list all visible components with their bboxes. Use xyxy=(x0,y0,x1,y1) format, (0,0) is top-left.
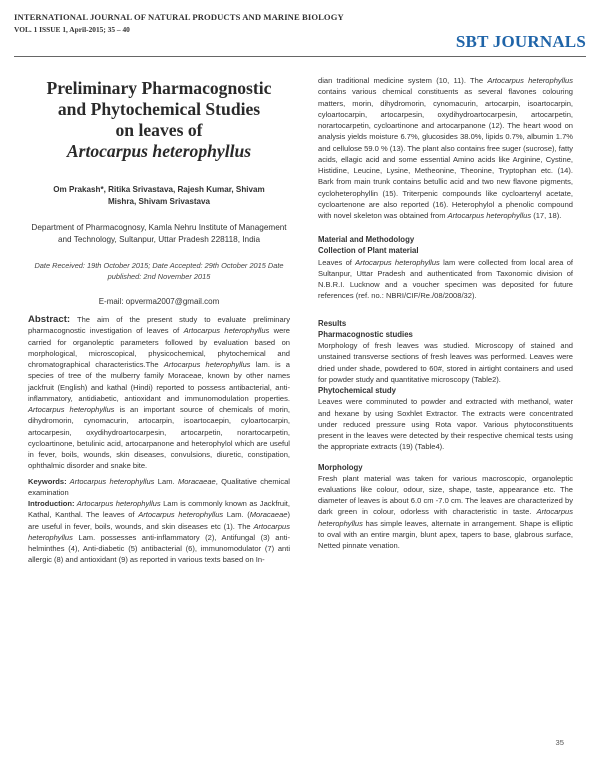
intro-text-1: Lam is commonly known as Jackfruit, Kathal, Kanthal. The leaves of xyxy=(28,499,290,520)
keywords-heading: Keywords: xyxy=(28,476,67,486)
journal-name: INTERNATIONAL JOURNAL OF NATURAL PRODUCTS AND MARINE BIOLOGY xyxy=(14,12,344,22)
abstract-species-3: Artocarpus heterophyllus xyxy=(28,405,115,414)
phytochemical-text: Leaves were comminuted to powder and extracted with methanol, water and hexane by using Soxhlet Extractor. The extracts were concentrated under reduced pressure using Rota vapor. Various phytoconstituents present in the leaves were detected by their respective chemical tests using the appropriate extracts (19) (Table4). xyxy=(318,397,573,452)
cont-species-1: Artocarpus heterophyllus xyxy=(487,76,574,85)
keywords-family: Moracaeae xyxy=(177,476,216,486)
page-number: 35 xyxy=(555,738,564,747)
abstract-species-2: Artocarpus heterophyllus xyxy=(163,360,251,369)
collection-text-1: Leaves of xyxy=(318,257,356,267)
intro-species-2: Artocarpus heterophyllus xyxy=(138,510,224,520)
abstract-text-1: The aim of the present study to evaluate preliminary pharmacognostic investigation of leaves of xyxy=(28,315,290,336)
collection-text xyxy=(318,257,573,302)
introduction-continued xyxy=(318,75,573,221)
methodology-heading: Material and Methodology xyxy=(318,235,415,245)
abstract xyxy=(28,314,290,472)
abstract-text-3: lam. is a species of tree of the mulberry family Moraceae, known by other names jackfruit (English) and kathal (Hindi) reported to possess antibacterial, anti-inflammatory, antidiabetic, antioxidant and immunomodulation properties. xyxy=(28,360,290,403)
article-title xyxy=(28,78,290,162)
cont-species-2: Artocarpus heterophyllus xyxy=(447,211,532,220)
title-line-4: Artocarpus heterophyllus xyxy=(66,141,252,161)
abstract-text-2: were carried for organoleptic parameters followed by evaluation based on morphological, microscopical, physicochemical, phytochemical and chromatographical characteristics.The xyxy=(28,326,290,369)
cont-text-2: contains various chemical constituents as several flavones colouring matters, morin, dihydromorin, cynomacurin, artocarpin, isoartocarpin, cyloartocarpin, artocarpesin, oxydihydroartocarpesin, artocarpetin, norartocarpetin, cycloartinone and artocarpanone (12). The heart wood on analysis yields moisture 6.7%, glucosides 38.0%, lipids 0.7%, albumin 1.7% and cellulose 59.0 % (13). The plant also contains free suger (sucrose), fatty acids, ellagic acid and some essential Amino acids like Arginine, Cystine, Histidine, Leucine, Lysine, Metheonine, Theonine, Tryptophan etc. (14). Bark from main trunk contains betullic acid and two new flavone pigments, cycloheterophyllin (15). Triterpenic compounds like cycloartenyl acetate, cycloartenone are also reported (16). Heterophylol a phenolic compound with novel skeleton was obtained from xyxy=(318,87,573,220)
publisher-brand: SBT JOURNALS xyxy=(455,32,586,51)
authors-line-2: Mishra, Shivam Srivastava xyxy=(107,197,211,206)
morph-text-1: Fresh plant material was taken for various macroscopic, organoleptic evaluations like colour, odour, size, shape, taste, appearance etc. The diameter of leaves is about 6.0 cm -7.0 cm. The leaves are characterized by dark green in colour, odorless with characteristic in taste. xyxy=(318,473,573,517)
author-list xyxy=(28,184,290,208)
authors-line-1: Om Prakash*, Ritika Srivastava, Rajesh Kumar, Shivam xyxy=(53,185,265,194)
introduction-heading: Introduction: xyxy=(28,499,75,508)
keywords-text-1: Lam. xyxy=(154,476,178,486)
pharmacognostic-text: Morphology of fresh leaves was studied. Microscopy of stained and unstained transverse sections of fresh leaves was performed. Leaves were dried under shade, powdered to 60#, stored in airtight containers and used for powder study and quantitative microscopy (Table2). xyxy=(318,341,573,384)
header-divider xyxy=(14,56,586,57)
morph-text-2: has simple leaves, alternate in arrangement. Shape is elliptic to oval with an entire margin, blunt apex, tapers to base, glabrous surface, Netted pinnate venation. xyxy=(318,518,573,551)
abstract-heading: Abstract: xyxy=(28,314,71,325)
collection-heading: Collection of Plant material xyxy=(318,246,419,256)
intro-text-2: Lam. ( xyxy=(223,510,250,520)
title-line-2: and Phytochemical Studies xyxy=(57,99,261,119)
title-line-1: Preliminary Pharmacognostic xyxy=(46,78,272,98)
affiliation: Department of Pharmacognosy, Kamla Nehru Institute of Management and Technology, Sultanpur, Uttar Pradesh 228118, India xyxy=(31,223,287,244)
abstract-text-4: is an important source of chemicals of morin, dihydromorin, cynomacurin, artocarpin, isoartocaepin, cyloartocarpin, artocarpesin, oxydihydroartocarpesin, artocarpetin, norartocarpetin, cycloartinone, betulinic acid, artocarpanone and heterophylol which are useful in fever, boils, wounds, skin diseases, convulsions, diuretic, constipation, ophthalmic disorder and snake bite. xyxy=(28,405,290,471)
title-line-3: on leaves of xyxy=(115,120,203,140)
keywords xyxy=(28,476,290,499)
intro-text-3: ) are useful in fever, boils, wounds, and skin diseases etc (1). The xyxy=(28,510,290,531)
phytochemical-heading: Phytochemical study xyxy=(318,386,396,396)
keywords-text-2: , Qualitative chemical examination xyxy=(28,476,290,497)
morphology-heading: Morphology xyxy=(318,462,363,472)
right-column xyxy=(318,75,573,551)
intro-family: Moracaeae xyxy=(249,510,288,520)
intro-species-1: Artocarpus heterophyllus xyxy=(74,499,161,508)
results-heading: Results xyxy=(318,318,347,328)
cont-text-3: (17, 18). xyxy=(531,211,562,220)
morph-species: Artocarpus heterophyllus xyxy=(318,507,573,528)
intro-text-4: Lam. possesses anti-inflammatory (2), Antifungal (3) anti-helminthes (4), Anti-diabetic (5) antibacterial (6), immunomodulator (7) anti allergic (8) and antioxidant (9) as reported in various texts based on In- xyxy=(28,532,290,565)
collection-species: Artocarpus heterophyllus xyxy=(355,257,440,267)
intro-species-3: Artocarpus heterophyllus xyxy=(28,521,290,542)
morphology-text xyxy=(318,473,573,552)
introduction xyxy=(28,498,290,566)
left-column xyxy=(28,78,290,566)
pharmacognostic-heading: Pharmacognostic studies xyxy=(318,329,413,339)
cont-text-1: dian traditional medicine system (10, 11). The xyxy=(318,76,488,85)
abstract-species-1: Artocarpus heterophyllus xyxy=(183,326,270,336)
volume-issue: VOL. 1 ISSUE 1, April-2015; 35 – 40 xyxy=(14,25,130,34)
publication-dates: Date Received: 19th October 2015; Date Accepted: 29th October 2015 Date published: 2nd November 2015 xyxy=(34,261,284,281)
keywords-species: Artocarpus heterophyllus xyxy=(66,476,155,486)
contact-email: E-mail: opverma2007@gmail.com xyxy=(98,297,220,306)
collection-text-2: lam were collected from local area of Sultanpur, Uttar Pradesh and authenticated from Taxonomic division of N.B.R.I. Lucknow and a voucher specimen was deposited for future references (ref. no.: NBRI/CIF/Re./08/2008/32). xyxy=(318,257,574,301)
